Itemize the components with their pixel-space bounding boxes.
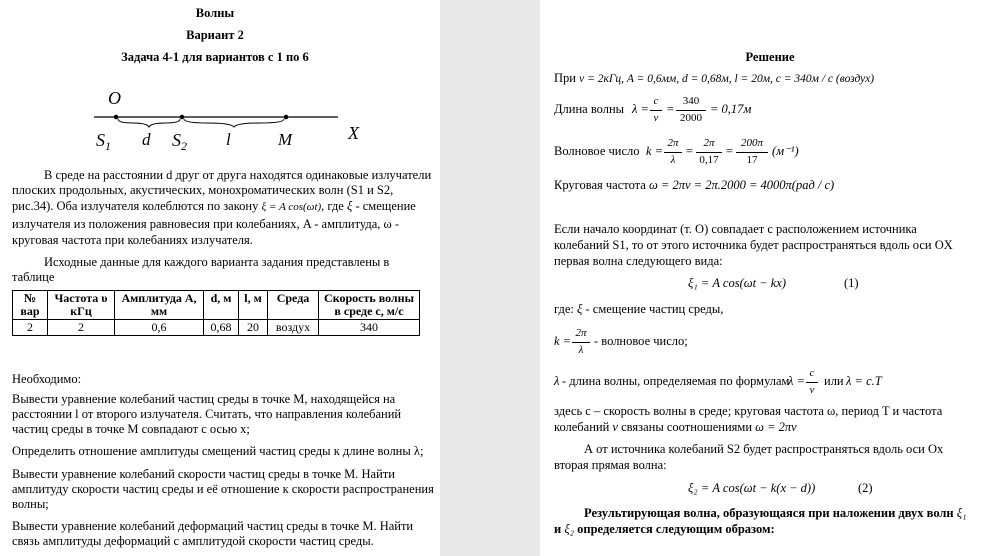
table-cell: 0,6 [115, 320, 204, 336]
item1-line2: расстоянии l от второго излучателя. Считать, что направления колебаний [12, 407, 402, 421]
document-page-right [540, 0, 1000, 556]
k-lhs: k = [554, 334, 572, 348]
wl-f2-den: 2000 [680, 112, 702, 124]
table-cell: воздух [268, 320, 319, 336]
need-heading: Необходимо: [12, 372, 82, 386]
lambda-symbol: λ [554, 374, 560, 388]
table-header: d, м [204, 291, 239, 320]
item2: Определить отношение амплитуды смещений частиц среды к длине волны λ; [12, 444, 424, 458]
label-s1: $S_1$ [96, 130, 111, 153]
table-cell: 2 [48, 320, 115, 336]
wl-f1-num: c [653, 95, 659, 107]
wavenum-lhs: k = [646, 144, 664, 158]
task-heading: Задача 4-1 для вариантов с 1 по 6 [121, 50, 309, 64]
wn-units: (м⁻¹) [772, 144, 799, 158]
wn-f1-num: 2π [667, 137, 679, 149]
table-cell: 340 [319, 320, 420, 336]
item3-line1: Вывести уравнение колебаний скорости частиц среды в точке M. Найти [12, 467, 395, 481]
label-o: O [108, 88, 121, 108]
lambda-f1-den: ν [809, 384, 815, 396]
p2-line2: колебаний ν связаны соотношениями ω = 2πν [554, 420, 797, 434]
table-header-row [13, 291, 420, 320]
item3-line2: амплитуду скорости частиц среды и её отношение к скорости распространения [12, 482, 434, 496]
brace-d [118, 119, 180, 127]
result-line2: и ξ₂ определяется следующим образом: [554, 522, 775, 536]
wl-eq: = [666, 102, 675, 116]
wn-f3-den: 17 [746, 154, 758, 166]
label-s2: $S_2$ [172, 130, 187, 153]
lambda-text: - длина волны, определяемая по формулам [562, 374, 790, 388]
table-cell: 0,68 [204, 320, 239, 336]
point-s2 [180, 115, 185, 120]
p3-line1: А от источника колебаний S2 будет распространяться вдоль оси Ox [584, 442, 944, 456]
table-row [13, 320, 420, 336]
item4-line1: Вывести уравнение колебаний деформаций частиц среды в точке M. Найти [12, 519, 414, 533]
k-text: - волновое число; [594, 334, 688, 348]
wn-f3-num: 200π [740, 137, 763, 149]
equation-1: ξ₁ = A cos(ωt − kx) [688, 276, 786, 290]
item1-line3: частиц среды в точке M совпадают с осью x; [12, 422, 250, 436]
lambda-f1: λ = [788, 374, 805, 388]
document-page-left [0, 0, 440, 556]
lambda-or: или [824, 374, 844, 388]
p3-line2: вторая прямая волна: [554, 458, 667, 472]
lambda-f1-num: c [809, 367, 815, 379]
equation-1-number: (1) [844, 276, 859, 290]
para1-line1: В среде на расстоянии d друг от друга находятся одинаковые излучатели [44, 168, 432, 182]
para1-line4: излучателя из положения равновесия при колебаниях, A - амплитуда, ω - [12, 217, 400, 231]
wn-eq1: = [686, 144, 694, 158]
p1-line1: Если начало координат (т. O) совпадает с расположением источника [554, 222, 917, 236]
wl-f2-num: 340 [682, 95, 700, 107]
wl-f1-den: ν [653, 112, 659, 124]
table-header: Среда [268, 291, 319, 320]
wavelength-lhs: λ = [632, 102, 649, 116]
wl-result: = 0,17м [710, 102, 752, 116]
label-d: d [142, 130, 151, 149]
table-header: l, м [239, 291, 268, 320]
wn-f1-den: λ [670, 154, 676, 166]
item4-line2: связь амплитуды деформаций с амплитудой скорости частиц среды. [12, 534, 374, 548]
point-m [284, 115, 289, 120]
wn-eq2: = [726, 144, 734, 158]
item3-line3: волны; [12, 497, 49, 511]
figure-axis-diagram [80, 82, 380, 154]
variant-heading: Вариант 2 [186, 28, 244, 42]
table-cell: 20 [239, 320, 268, 336]
input-data-table [12, 290, 420, 336]
para1-line3: рис.34). Оба излучателя колеблются по закону ξ = A cos(ωt), где ξ - смещение [12, 199, 416, 213]
para2-line1: Исходные данные для каждого варианта задания представлены в [44, 255, 390, 269]
given-line: При ν = 2кГц, A = 0,6мм, d = 0,68м, l = 20м, c = 340м / c (воздух) [554, 71, 875, 85]
where-line: где: ξ - смещение частиц среды, [554, 302, 724, 316]
table-cell: 2 [13, 320, 48, 336]
table-header: Скорость волны в среде с, м/с [319, 291, 420, 320]
lambda-f2: λ = c.T [846, 374, 882, 388]
brace-l [184, 119, 284, 127]
label-x: X [348, 123, 359, 143]
table-header: Частота υ кГц [48, 291, 115, 320]
k-num: 2π [575, 327, 587, 339]
item1-line1: Вывести уравнение колебаний частиц среды в точке M, находящейся на [12, 392, 396, 406]
para1-line5: круговая частота при колебаниях излучателя. [12, 233, 253, 247]
equation-2-number: (2) [858, 481, 873, 495]
table-header: № вар [13, 291, 48, 320]
wavenum-label: Волновое число [554, 144, 640, 158]
wn-f2-den: 0,17 [699, 154, 719, 166]
point-s1 [114, 115, 119, 120]
result-line1: Результирующая волна, образующаяся при наложении двух волн ξ₁ [584, 506, 967, 520]
angfreq-line: Круговая частота ω = 2πν = 2π.2000 = 4000π(рад / c) [554, 178, 835, 192]
wn-f2-num: 2π [703, 137, 715, 149]
doc-title: Волны [195, 6, 235, 20]
p2-line1: здесь c – скорость волны в среде; круговая частота ω, период T и частота [554, 404, 943, 418]
wavelength-label: Длина волны [554, 102, 625, 116]
k-den: λ [578, 344, 584, 356]
label-m: M [278, 130, 293, 149]
para2-line2: таблице [12, 270, 55, 284]
solution-heading: Решение [745, 50, 795, 64]
p1-line2: колебаний S1, то от этого источника будет распространяться вдоль оси OX [554, 238, 953, 252]
para1-line2: плоских продольных, акустических, монохроматических волн (S1 и S2, [12, 183, 394, 197]
label-l: l [226, 130, 231, 149]
table-header: Амплитуда A, мм [115, 291, 204, 320]
equation-2: ξ₂ = A cos(ωt − k(x − d)) [688, 481, 816, 495]
p1-line3: первая волна следующего вида: [554, 254, 723, 268]
